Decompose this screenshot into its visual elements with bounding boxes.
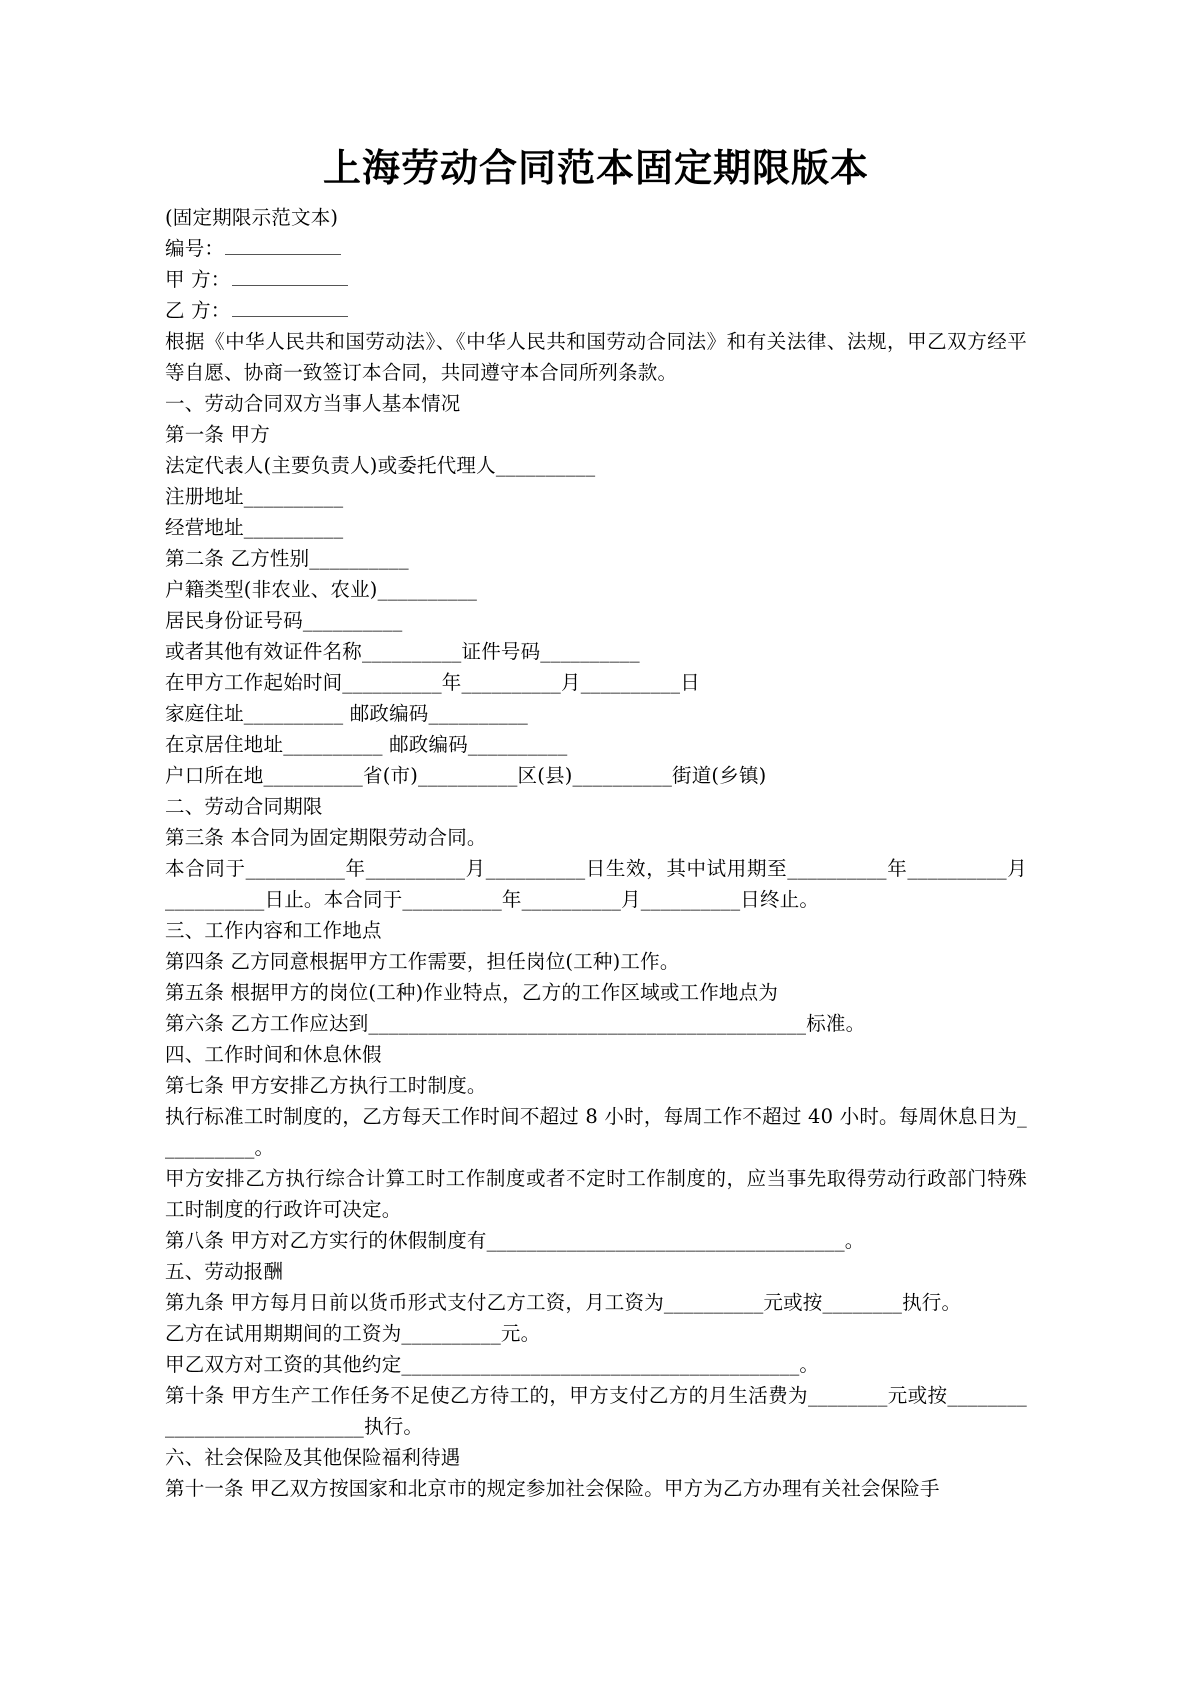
section-heading-1: 一、劳动合同双方当事人基本情况 (165, 391, 461, 415)
section-heading-3: 三、工作内容和工作地点 (165, 918, 382, 942)
clause-7-standard-hours: 执行标准工时制度的，乙方每天工作时间不超过 8 小时，每周工作不超过 40 小时。每周休息日为__________。 (165, 1104, 1027, 1159)
field-number-label: 编号： (165, 236, 225, 260)
field-business-address: 经营地址__________ (165, 515, 344, 539)
field-other-certificate: 或者其他有效证件名称__________证件号码__________ (165, 639, 640, 663)
clause-11: 第十一条 甲乙双方按国家和北京市的规定参加社会保险。甲方为乙方办理有关社会保险手 (165, 1476, 940, 1500)
document-content (165, 140, 1027, 1504)
field-hukou-location: 户口所在地__________省(市)__________区(县)__________街道(乡镇) (165, 763, 767, 787)
clause-9-probation-wage: 乙方在试用期期间的工资为__________元。 (165, 1321, 541, 1345)
section-heading-4: 四、工作时间和休息休假 (165, 1042, 382, 1066)
field-registered-address: 注册地址__________ (165, 484, 344, 508)
page-title: 上海劳动合同范本固定期限版本 (322, 145, 869, 190)
clause-1: 第一条 甲方 (165, 422, 270, 446)
field-party-a-label: 甲 方： (165, 267, 231, 291)
clause-8: 第八条 甲方对乙方实行的休假制度有____________________________________。 (165, 1228, 865, 1252)
clause-6: 第六条 乙方工作应达到____________________________________________标准。 (165, 1011, 866, 1035)
clause-10: 第十条 甲方生产工作任务不足使乙方待工的，甲方支付乙方的月生活费为________元或按____________________________执行。 (165, 1383, 1027, 1438)
field-party-b (165, 295, 1027, 326)
field-party-a (165, 264, 1027, 295)
field-party-b-blank (232, 296, 348, 317)
clause-9-other-wage-terms: 甲乙双方对工资的其他约定________________________________________。 (165, 1352, 820, 1376)
section-heading-6: 六、社会保险及其他保险福利待遇 (165, 1445, 461, 1469)
clause-4: 第四条 乙方同意根据甲方工作需要，担任岗位(工种)工作。 (165, 949, 680, 973)
field-id-number: 居民身份证号码__________ (165, 608, 403, 632)
field-beijing-address: 在京居住地址__________ 邮政编码__________ (165, 732, 568, 756)
field-start-date: 在甲方工作起始时间__________年__________月__________日 (165, 670, 700, 694)
clause-3: 第三条 本合同为固定期限劳动合同。 (165, 825, 487, 849)
clause-7: 第七条 甲方安排乙方执行工时制度。 (165, 1073, 487, 1097)
clause-7-special-hours: 甲方安排乙方执行综合计算工时工作制度或者不定时工作制度的，应当事先取得劳动行政部门特殊工时制度的行政许可决定。 (165, 1166, 1027, 1221)
clause-2-gender: 第二条 乙方性别__________ (165, 546, 409, 570)
document-subtitle: (固定期限示范文本) (165, 205, 339, 229)
field-home-address: 家庭住址__________ 邮政编码__________ (165, 701, 528, 725)
field-party-a-blank (232, 265, 348, 286)
field-number-blank (225, 234, 341, 255)
field-number (165, 233, 1027, 264)
section-heading-5: 五、劳动报酬 (165, 1259, 284, 1283)
clause-9: 第九条 甲方每月日前以货币形式支付乙方工资，月工资为__________元或按________执行。 (165, 1290, 962, 1314)
field-legal-representative: 法定代表人(主要负责人)或委托代理人__________ (165, 453, 596, 477)
clause-5: 第五条 根据甲方的岗位(工种)作业特点，乙方的工作区域或工作地点为 (165, 980, 779, 1004)
field-household-type: 户籍类型(非农业、农业)__________ (165, 577, 478, 601)
clause-3-dates: 本合同于__________年__________月__________日生效，其中试用期至__________年__________月__________日止。本合同于__________年__________月__________日终止。 (165, 856, 1027, 911)
section-heading-2: 二、劳动合同期限 (165, 794, 323, 818)
preamble-paragraph: 根据《中华人民共和国劳动法》、《中华人民共和国劳动合同法》和有关法律、法规，甲乙双方经平等自愿、协商一致签订本合同，共同遵守本合同所列条款。 (165, 329, 1027, 384)
field-party-b-label: 乙 方： (165, 298, 231, 322)
